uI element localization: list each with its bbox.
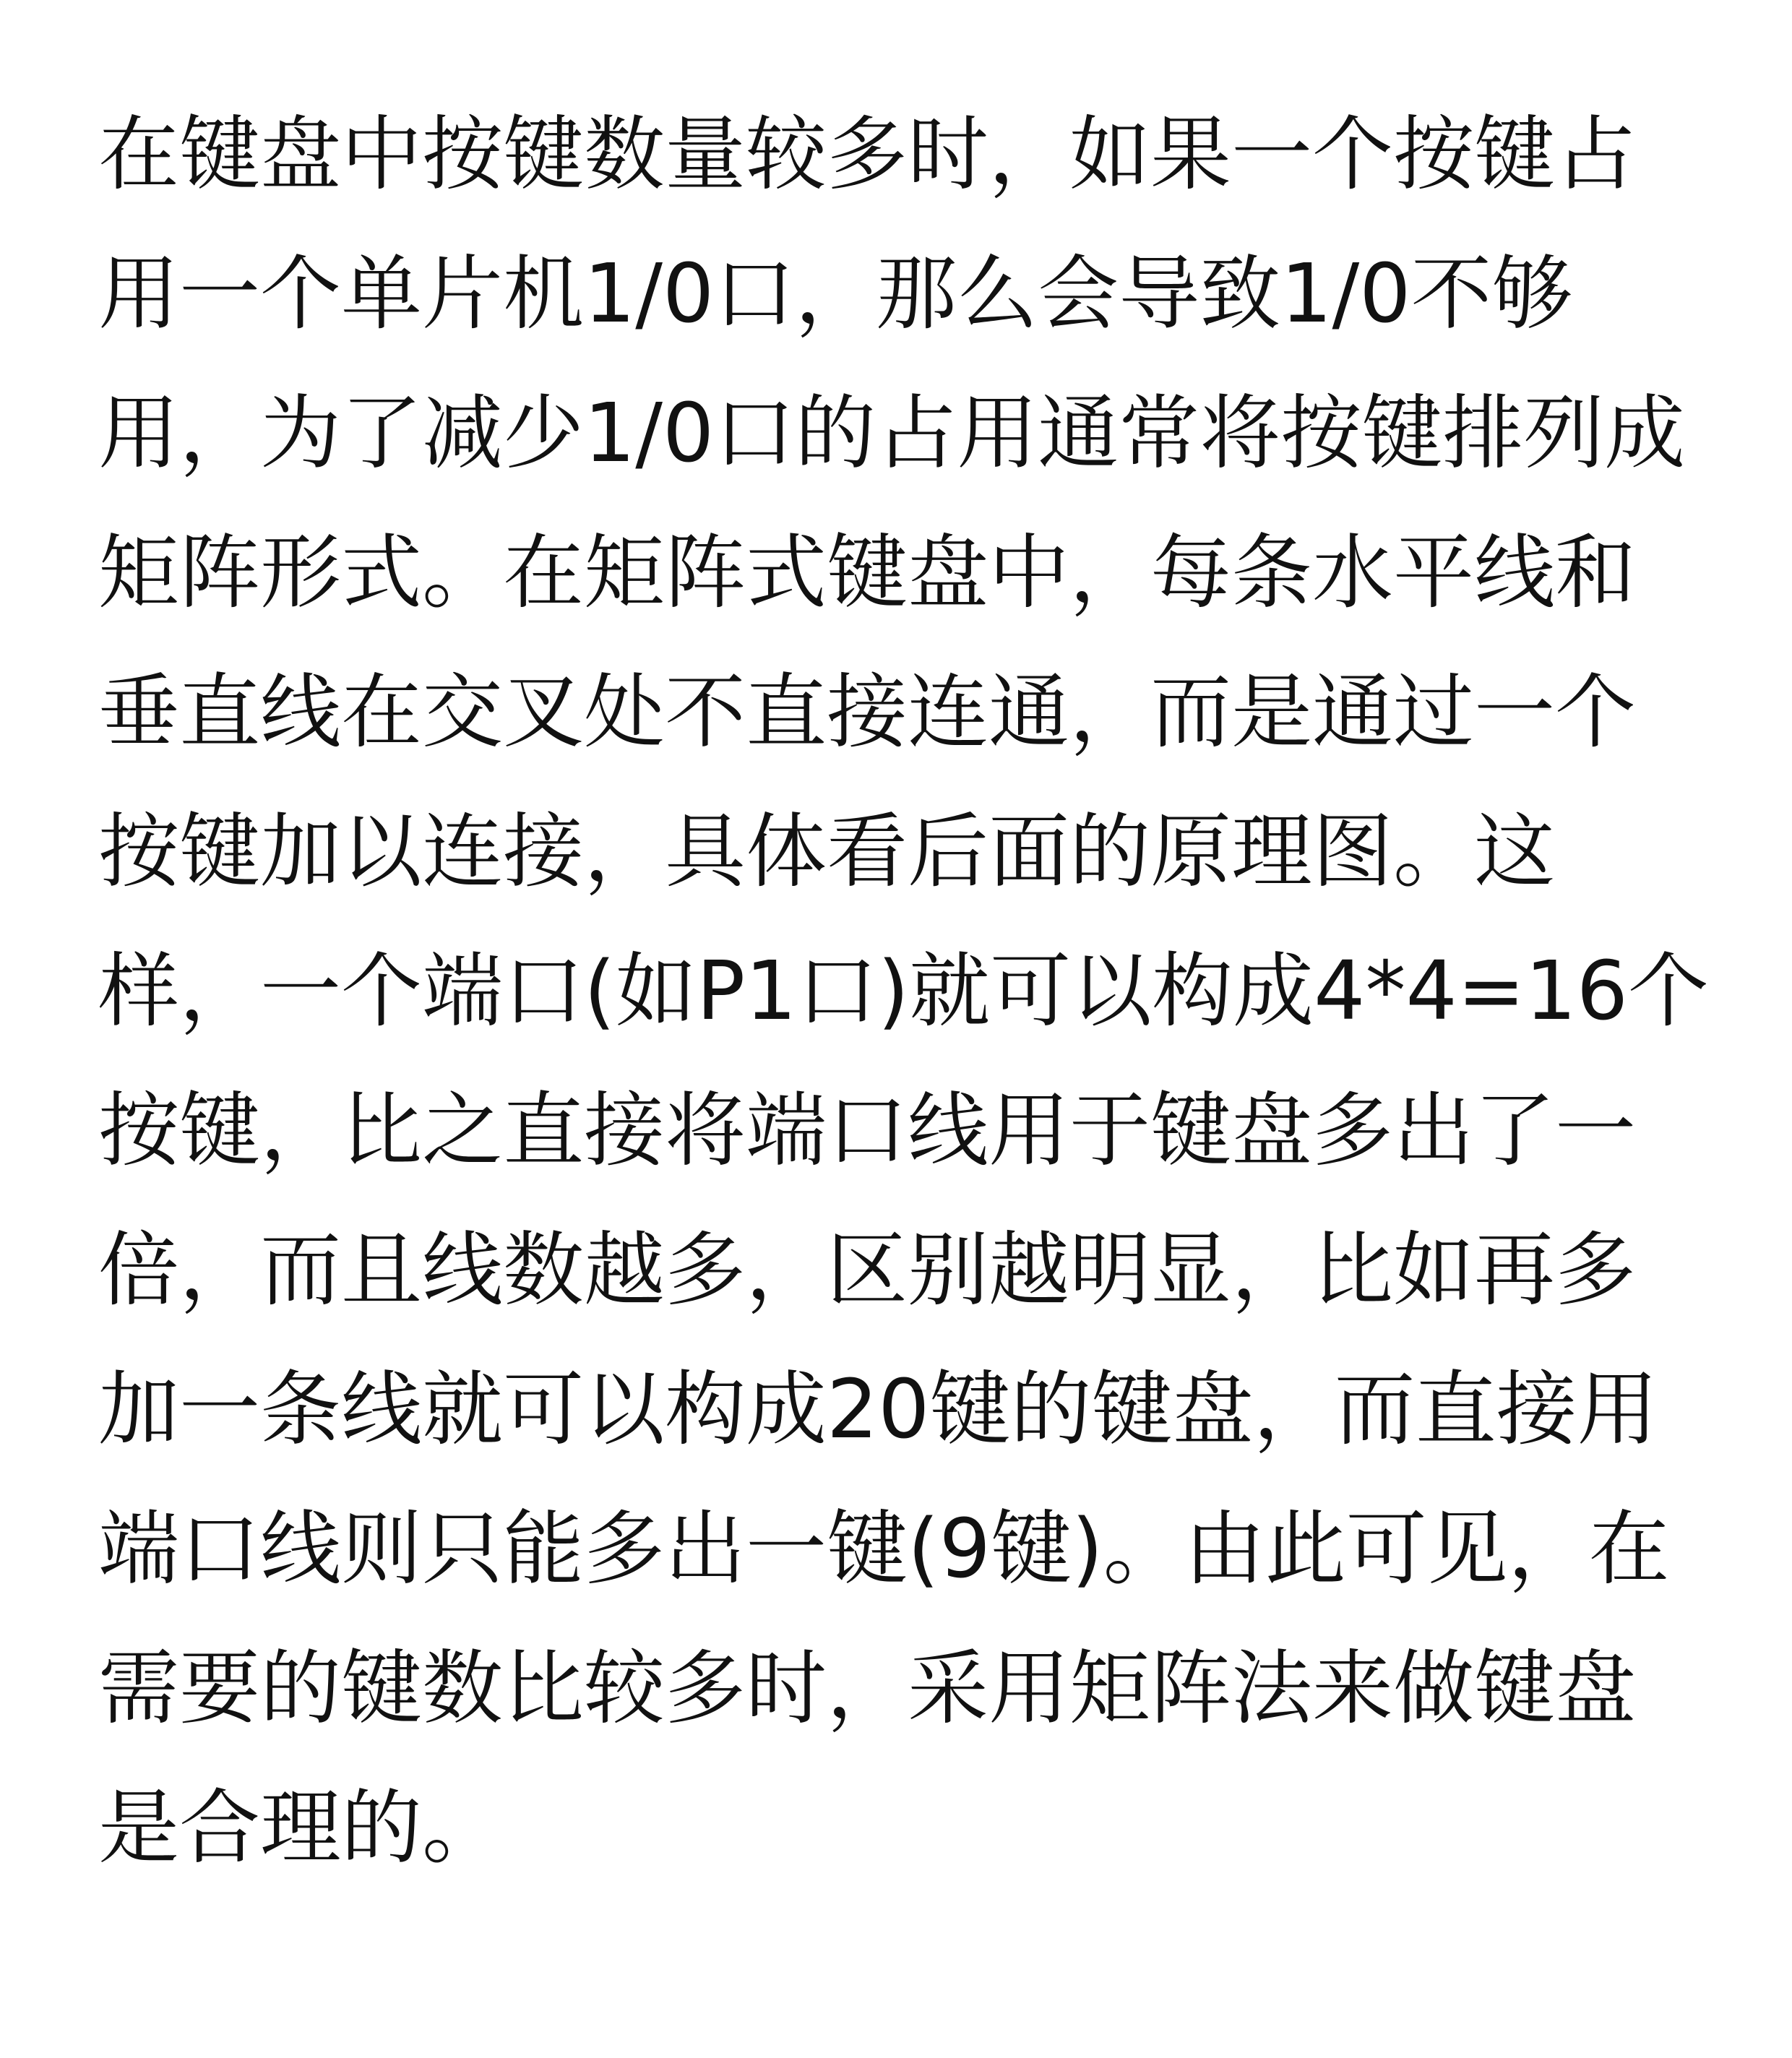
- text-line: 按键加以连接，具体看后面的原理图。这: [98, 805, 1555, 899]
- article-body: [98, 85, 1717, 1898]
- text-line: 矩阵形式。在矩阵式键盘中，每条水平线和: [98, 526, 1636, 620]
- text-line: 用，为了减少1/0口的占用通常将按键排列成: [98, 387, 1686, 481]
- text-line: 样，一个端口(如P1口)就可以构成4*4=16个: [98, 944, 1710, 1038]
- text-line: 用一个单片机1/0口，那么会导致1/0不够: [98, 247, 1573, 341]
- text-line: 按键，比之直接将端口线用于键盘多出了一: [98, 1084, 1636, 1178]
- text-line: 是合理的。: [98, 1781, 503, 1875]
- text-line: 在键盘中按键数量较多时，如果一个按键占: [98, 108, 1636, 202]
- text-line: 垂直线在交叉处不直接连通，而是通过一个: [98, 666, 1636, 759]
- text-line: 加一条线就可以构成20键的键盘，而直接用: [98, 1363, 1658, 1457]
- text-line: 倍，而且线数越多，区别越明显，比如再多: [98, 1223, 1636, 1317]
- text-line: 需要的键数比较多时，采用矩阵法来做键盘: [98, 1642, 1636, 1736]
- text-line: 端口线则只能多出一键(9键)。由此可见，在: [98, 1502, 1670, 1596]
